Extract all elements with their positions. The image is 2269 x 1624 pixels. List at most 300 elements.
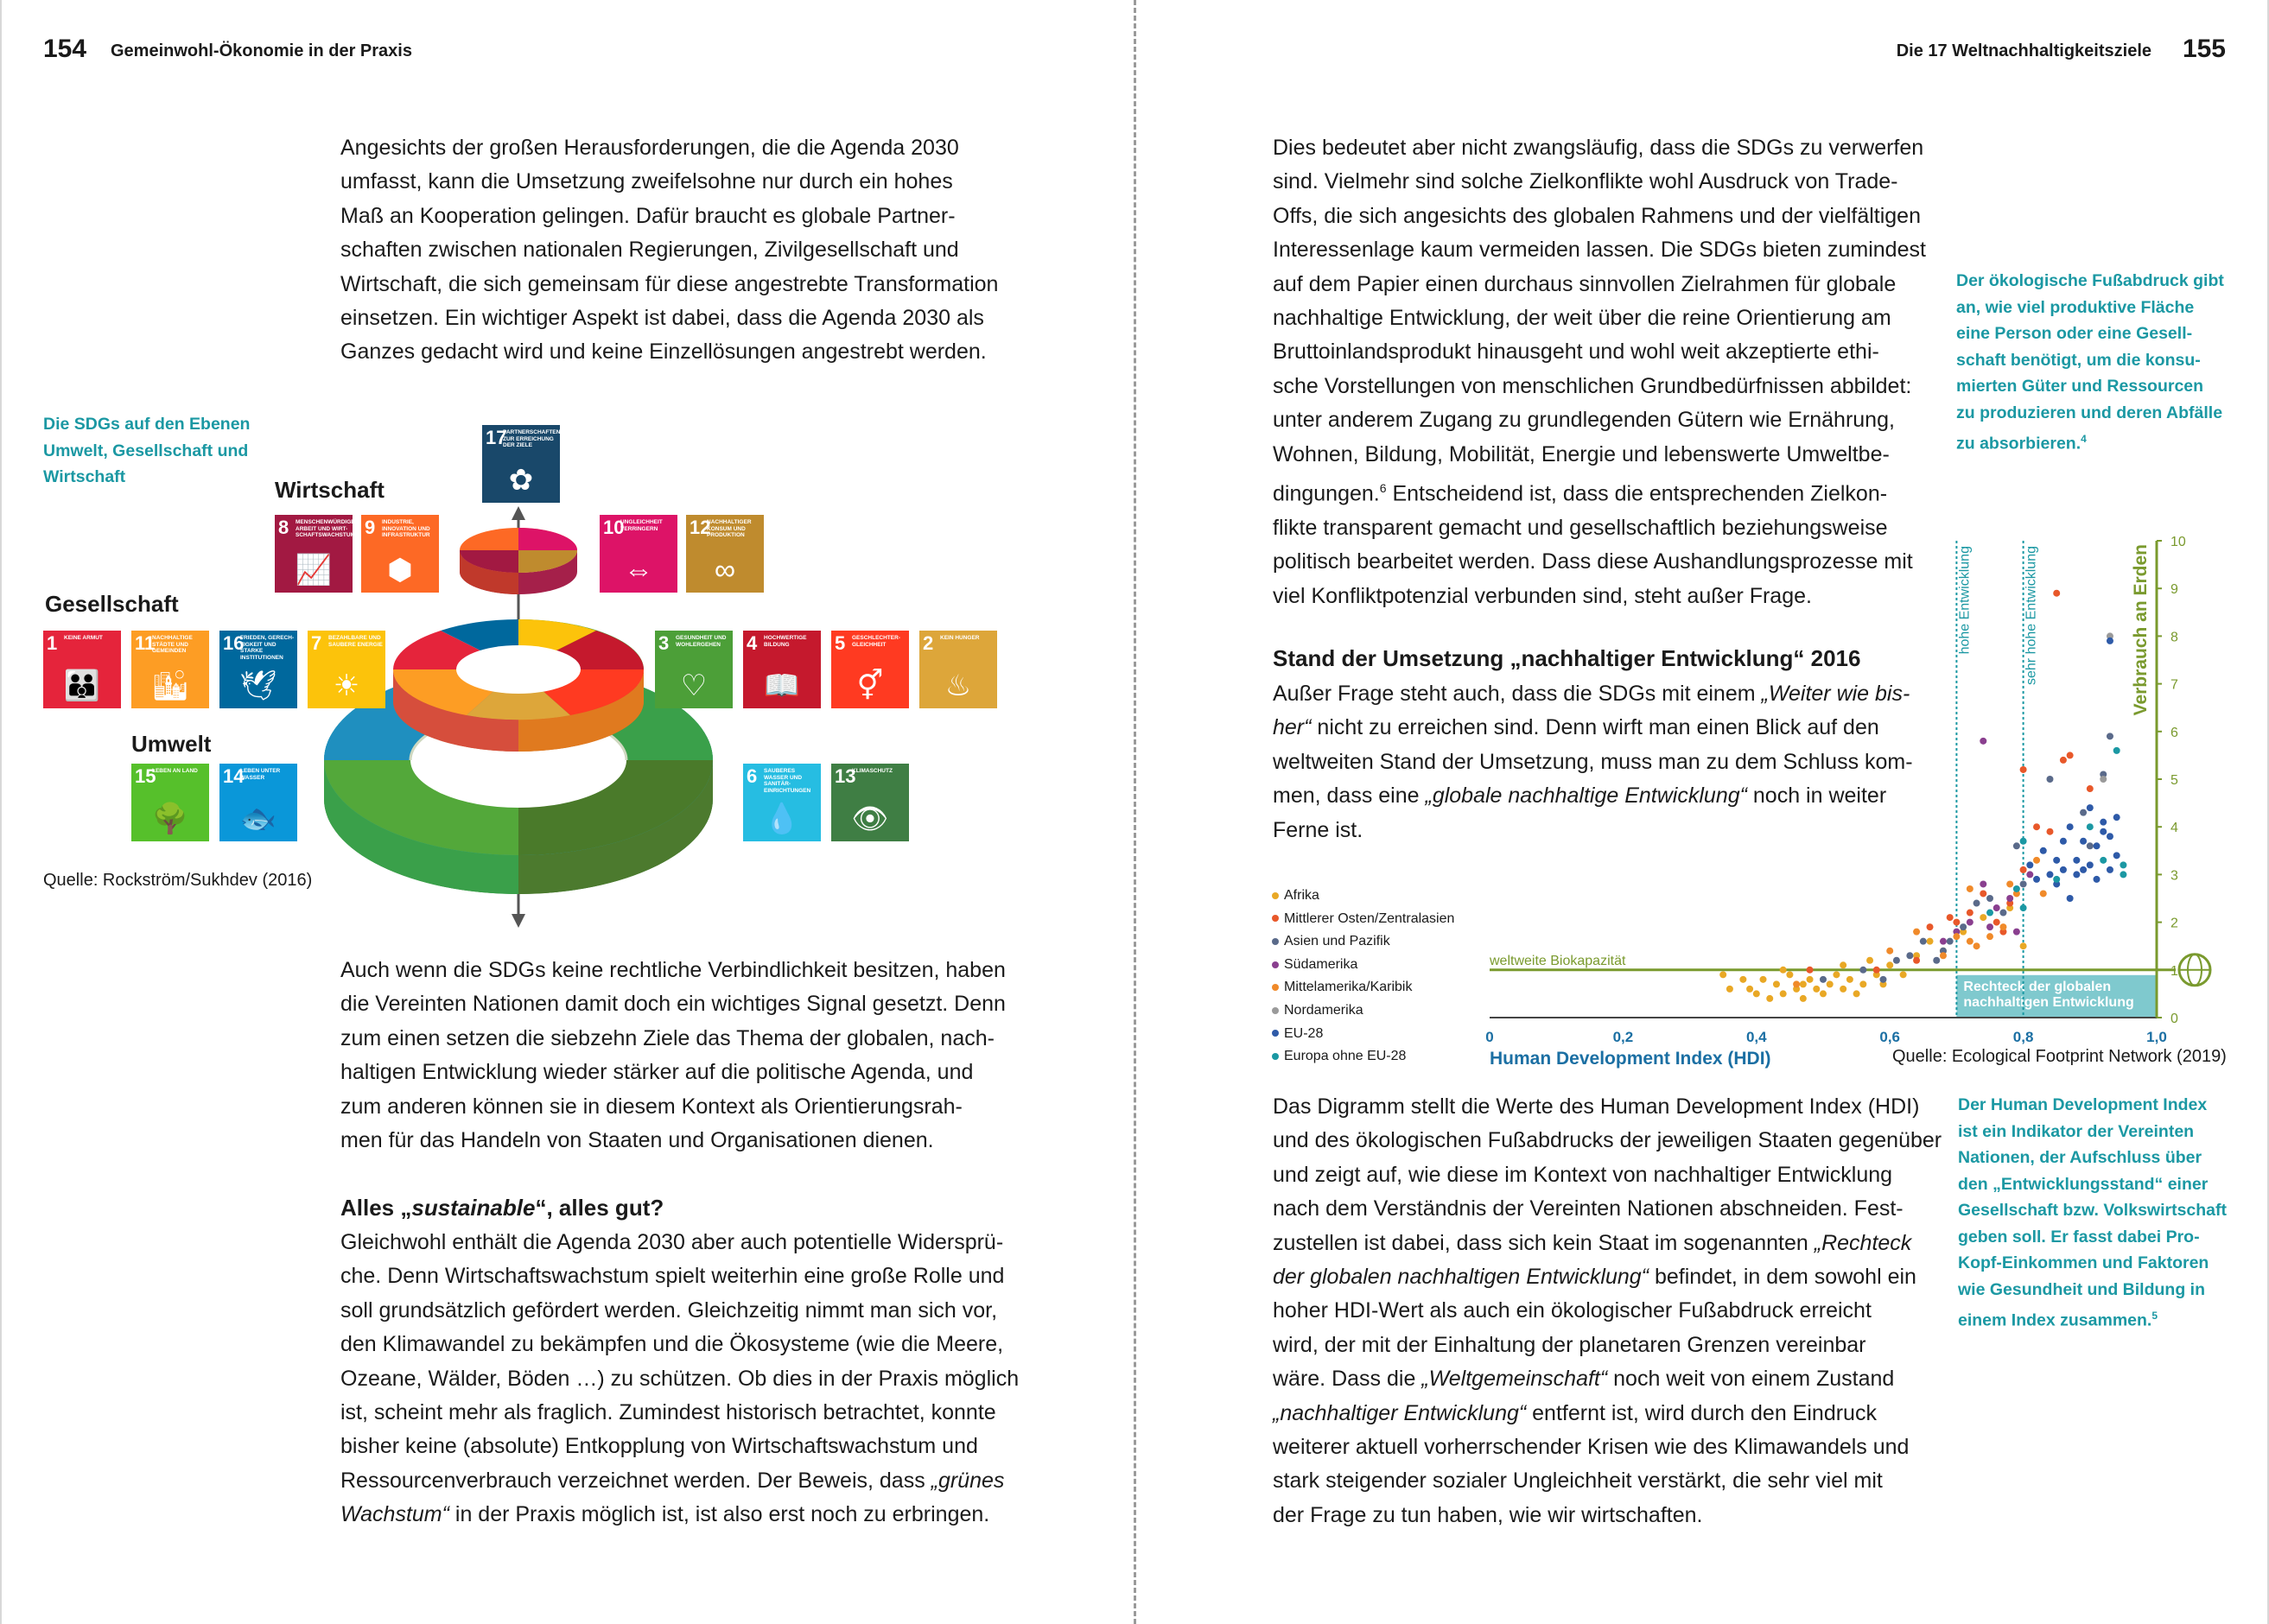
sdg-tile-13 (831, 764, 909, 841)
side-note-line: Gesellschaft bzw. Volkswirtschaft (1958, 1201, 2228, 1220)
text-line (1273, 1227, 1942, 1260)
data-point (2107, 833, 2113, 840)
side-note-line: ist ein Indikator der Vereinten (1958, 1121, 2195, 1141)
economy-disk (460, 528, 577, 594)
data-point (2033, 876, 2040, 883)
data-point (2040, 847, 2047, 854)
sdg-number: 7 (311, 632, 322, 654)
sdg-title: GESCHLECHTER-GLEICHHEIT (852, 635, 900, 648)
data-point (2053, 876, 2060, 883)
data-point (2107, 638, 2113, 644)
data-point (1813, 986, 1820, 993)
sdg-tile-3 (655, 631, 733, 708)
data-point (1773, 980, 1780, 987)
sdg-number: 1 (47, 632, 58, 654)
y-tick-label: 7 (2170, 677, 2178, 693)
data-point (1999, 910, 2006, 917)
legend-item (1272, 976, 1454, 999)
sdg-title: FRIEDEN, GERECH-TIGKEIT UND STARKE INSTITUTIONEN (240, 635, 295, 661)
footnote-ref: 4 (2081, 433, 2087, 445)
data-point (2067, 752, 2074, 758)
data-point (1840, 961, 1846, 968)
data-point (1800, 980, 1807, 987)
sdg-tile-5 (831, 631, 909, 708)
sdg-tile-8 (275, 515, 353, 593)
text-line: Ganzes gedacht wird und keine Einzellösungen angestrebt werden. (340, 339, 987, 365)
side-note-line: den „Entwicklungsstand“ einer (1958, 1174, 2209, 1194)
level-label-society: Gesellschaft (45, 591, 179, 617)
text-line (1273, 1260, 1942, 1294)
text-line (1273, 1362, 1942, 1396)
data-point (1726, 986, 1733, 993)
data-point (1719, 971, 1726, 978)
sdg-tile-4 (743, 631, 821, 708)
text-run: Außer Frage steht auch, dass die SDGs mit einem (1273, 682, 1762, 706)
y-tick-label: 3 (2170, 868, 2178, 884)
side-note-line: zu produzieren und deren Abfälle (1956, 403, 2223, 422)
sdg-number: 10 (603, 517, 625, 538)
sdg-title: LEBEN AN LAND (152, 768, 198, 774)
sdg-title: PARTNERSCHAFTEN ZUR ERREICHUNG DER ZIELE (503, 429, 561, 448)
side-note-line: Kopf-Einkommen und Faktoren (1958, 1253, 2209, 1272)
data-point (1846, 976, 1853, 983)
sdg-title: KEINE ARMUT (64, 635, 103, 641)
data-point (1980, 914, 1986, 921)
sdg-number: 6 (747, 765, 758, 787)
side-note-footprint (1956, 268, 2224, 457)
sdg-tile-9 (361, 515, 439, 593)
hdi-footprint-scatter-chart (1469, 518, 2229, 1071)
book-icon: 📖 (763, 669, 801, 702)
section-heading-status: Stand der Umsetzung „nachhaltiger Entwicklung“ 2016 (1273, 645, 1861, 671)
text-run: Ressourcenverbrauch verzeichnet werden. Der Beweis, dass (340, 1468, 931, 1493)
text-emphasis: der globalen nachhaltigen Entwicklung“ (1273, 1265, 1649, 1290)
text-emphasis: Wachstum“ (340, 1502, 449, 1527)
side-note-line: eine Person oder eine Gesell- (1956, 324, 2193, 343)
data-point (1920, 938, 1927, 945)
left-page-edge (0, 0, 2, 1624)
data-point (1886, 948, 1893, 955)
text-line (340, 1498, 1019, 1532)
data-point (1973, 900, 1980, 907)
y-tick-label: 9 (2170, 582, 2178, 598)
sdg-number: 8 (278, 517, 289, 538)
sdg-number: 14 (223, 765, 245, 787)
data-point (1927, 923, 1934, 930)
text-line: zum anderen können sie in diesem Kontext als Orientierungsrah- (340, 1094, 963, 1119)
text-line: che. Denn Wirtschaftswachstum spielt weiterhin eine große Rolle und (340, 1264, 1005, 1289)
y-tick-label: 0 (2170, 1012, 2178, 1026)
sdg-title: GESUNDHEIT UND WOHLERGEHEN (676, 635, 727, 648)
text-line: Ozeane, Wälder, Böden …) zu schützen. Ob dies in der Praxis möglich (340, 1366, 1020, 1391)
data-point (1947, 914, 1954, 921)
y-tick-label: 10 (2170, 535, 2186, 549)
data-point (1940, 938, 1947, 945)
text-line: Das Digramm stellt die Werte des Human Development Index (HDI) (1273, 1094, 1920, 1119)
chart-source: Quelle: Ecological Footprint Network (2019) (1892, 1047, 2227, 1066)
left-paragraph-2 (340, 954, 1006, 1158)
data-point (1886, 961, 1893, 968)
text-line: weltweiten Stand der Umsetzung, muss man zu dem Schluss kom- (1273, 749, 1913, 774)
y-tick-label: 6 (2170, 725, 2178, 740)
data-point (1960, 923, 1967, 930)
tree-icon: 🌳 (151, 802, 189, 835)
text-line: men für das Handeln von Staaten und Organisationen dienen. (340, 1128, 934, 1153)
running-head-right: Die 17 Weltnachhaltigkeitsziele (1896, 41, 2151, 60)
text-line: Auch wenn die SDGs keine rechtliche Verbindlichkeit besitzen, haben (340, 958, 1006, 982)
data-point (2046, 776, 2053, 783)
data-point (2100, 828, 2107, 835)
sdg-tile-2 (919, 631, 997, 708)
text-line: nachhaltige Entwicklung, der weit über die reine Orientierung am (1273, 306, 1891, 331)
data-point (1780, 967, 1787, 974)
left-paragraph-1 (340, 131, 998, 370)
data-point (1820, 976, 1827, 983)
data-point (2060, 838, 2067, 845)
y-axis-title: Verbrauch an Erden (2131, 544, 2151, 716)
sdg-title: HOCHWERTIGE BILDUNG (764, 635, 807, 648)
text-line: wird, der mit der Einhaltung der planetaren Grenzen vereinbar (1273, 1332, 1866, 1357)
side-note-line: wie Gesundheit und Bildung in (1958, 1279, 2205, 1299)
legend-marker (1272, 915, 1279, 922)
text-line: Ferne ist. (1273, 817, 1363, 842)
text-line: Interessenlage kaum vermeiden lassen. Die SDGs bieten zumindest (1273, 238, 1926, 263)
data-point (1833, 971, 1840, 978)
sdg-title: BEZAHLBARE UND SAUBERE ENERGIE (328, 635, 383, 648)
right-paragraph-3 (1273, 1090, 1942, 1532)
text-emphasis: her“ (1273, 715, 1312, 740)
text-line: politisch bearbeitet werden. Dass diese Aushandlungsprozesse mit (1273, 549, 1913, 574)
footnote-ref: 5 (2151, 1310, 2158, 1322)
side-note-line: geben soll. Er fasst dabei Pro- (1958, 1227, 2200, 1247)
sdg-title: KEIN HUNGER (940, 635, 980, 641)
sdg-number: 15 (135, 765, 156, 787)
level-label-economy: Wirtschaft (275, 477, 385, 503)
data-point (2033, 823, 2040, 830)
text-line (1273, 1397, 1942, 1431)
text-run: noch weit von einem Zustand (1607, 1367, 1895, 1392)
data-point (2060, 757, 2067, 764)
side-note-line: Der Human Development Index (1958, 1095, 2208, 1114)
dove-icon: 🕊 (239, 669, 277, 702)
data-point (2107, 866, 2113, 873)
data-point (2060, 866, 2067, 873)
text-line: soll grundsätzlich gefördert werden. Gleichzeitig nimmt man sich vor, (340, 1297, 998, 1323)
data-point (2053, 590, 2060, 597)
data-point (2080, 838, 2087, 845)
sdg-number: 16 (223, 632, 245, 654)
text-emphasis: „Weltgemeinschaft“ (1421, 1367, 1608, 1392)
text-line: Maß an Kooperation gelingen. Dafür braucht es globale Partner- (340, 203, 956, 228)
very-high-development-label: sehr hohe Entwicklung (2024, 546, 2039, 685)
sdg-number: 13 (835, 765, 856, 787)
data-point (1967, 938, 1973, 945)
side-note-line (1956, 426, 2224, 457)
data-point (1820, 990, 1827, 997)
data-point (2087, 804, 2094, 811)
legend-marker (1272, 1007, 1279, 1014)
sdg-title: INDUSTRIE, INNOVATION UND INFRASTRUKTUR (382, 519, 430, 538)
footnote-ref: 6 (1379, 481, 1387, 496)
arrow-down-icon (512, 914, 525, 928)
side-note-line: schaft benötigt, um die konsu- (1956, 350, 2201, 370)
data-point (1900, 971, 1907, 978)
legend-label: Mittelamerika/Karibik (1284, 980, 1413, 995)
data-point (1993, 919, 2000, 926)
data-point (2067, 895, 2074, 902)
text-line: Gleichwohl enthält die Agenda 2030 aber auch potentielle Widersprü- (340, 1230, 1004, 1254)
data-point (2073, 857, 2080, 864)
x-tick-label: 0,4 (1745, 1029, 1767, 1045)
data-point (1786, 971, 1793, 978)
family-icon: 👪 (63, 669, 101, 702)
text-line: nach dem Verständnis der Vereinten Nationen abschneiden. Fest- (1273, 1196, 1904, 1221)
data-point (1780, 990, 1787, 997)
text-run: Entscheidend ist, dass die entsprechenden Zielkon- (1386, 481, 1888, 506)
data-point (1807, 967, 1814, 974)
data-point (2020, 880, 2027, 887)
data-point (2113, 747, 2120, 754)
side-note-line (1958, 1303, 2227, 1334)
data-point (2080, 866, 2087, 873)
legend-marker (1272, 892, 1279, 899)
data-point (1840, 986, 1846, 993)
text-line: unter anderem Zugang zu grundlegenden Gütern wie Ernährung, (1273, 408, 1895, 433)
text-line (1273, 472, 1926, 511)
x-tick-label: 0,6 (1879, 1029, 1901, 1045)
legend-item (1272, 999, 1454, 1023)
data-point (2020, 766, 2027, 773)
sdg-number: 3 (658, 632, 670, 654)
sdg-tile-17 (482, 425, 560, 503)
data-point (1986, 923, 1993, 930)
y-tick-label: 2 (2170, 916, 2178, 931)
legend-marker (1272, 961, 1279, 968)
side-note-hdi (1958, 1092, 2227, 1334)
text-line: und des ökologischen Fußabdrucks der jeweiligen Staaten gegenüber (1273, 1128, 1942, 1153)
y-tick-label: 5 (2170, 773, 2178, 788)
text-line: den Klimawandel zu bekämpfen und die Ökosysteme (wie die Meere, (340, 1332, 1004, 1357)
rectangle-label: nachhaltigen Entwicklung (1963, 994, 2134, 1010)
data-point (2120, 861, 2126, 868)
sdg-tile-7 (308, 631, 385, 708)
legend-marker (1272, 984, 1279, 991)
y-tick-label: 1 (2170, 963, 2178, 979)
data-point (2046, 871, 2053, 878)
data-point (2006, 880, 2013, 887)
data-point (1853, 990, 1860, 997)
growth-chart-icon: 📈 (295, 554, 333, 587)
data-point (1906, 952, 1913, 959)
gender-icon: ⚥ (856, 669, 884, 702)
sdg-title: SAUBERES WASSER UND SANITÄR-EINRICHTUNGEN (764, 768, 811, 794)
sdg-title: NACHHALTIGER KONSUM UND PRODUKTION (707, 519, 752, 538)
data-point (1827, 980, 1834, 987)
text-line: die Vereinten Nationen damit doch ein wichtiges Signal gesetzt. Denn (340, 992, 1006, 1017)
sdg-title: MENSCHENWÜRDIGE ARBEIT UND WIRT-SCHAFTSWACHSTUM (296, 519, 355, 538)
data-point (1866, 957, 1873, 964)
sdg-tile-15 (131, 764, 209, 841)
data-point (2087, 823, 2094, 830)
text-line: einsetzen. Ein wichtiger Aspekt ist dabei, dass die Agenda 2030 als (340, 306, 984, 331)
x-axis-title: Human Development Index (HDI) (1490, 1049, 1771, 1069)
x-tick-label: 0,2 (1612, 1029, 1634, 1045)
text-line: flikte transparent gemacht und gesellschaftlich beziehungsweise (1273, 515, 1888, 540)
text-line: Wirtschaft, die sich gemeinsam für diese angestrebte Transformation (340, 271, 999, 296)
equality-icon: ⇔ (624, 554, 653, 587)
data-point (2113, 814, 2120, 821)
text-line: umfasst, kann die Umsetzung zweifelsohne nur durch ein hohes (340, 169, 953, 194)
data-point (1986, 933, 1993, 940)
sdg-title: KLIMASCHUTZ (852, 768, 893, 774)
text-line: bisher keine (absolute) Entkopplung von Wirtschaftswachstum und (340, 1434, 978, 1459)
side-note-line: Nationen, der Aufschluss über (1958, 1148, 2202, 1167)
running-head-left: Gemeinwohl-Ökonomie in der Praxis (111, 41, 412, 60)
text-run: noch in weiter (1746, 783, 1887, 809)
section-heading-sustainable (340, 1195, 664, 1221)
text-run: zustellen ist dabei, dass sich kein Staat im sogenannten (1273, 1230, 1815, 1255)
data-point (1980, 890, 1986, 897)
text-run: in der Praxis möglich ist, ist also erst noch zu erbringen. (448, 1502, 990, 1527)
data-point (1973, 942, 1980, 949)
sdg-tile-6 (743, 764, 821, 841)
data-point (1993, 904, 2000, 911)
text-line: auf dem Papier einen durchaus sinnvollen Zielrahmen für globale (1273, 271, 1897, 296)
legend-marker (1272, 1030, 1279, 1037)
text-line: weiterer aktuell vorherrschender Krisen wie des Klimawandels und (1273, 1435, 1910, 1460)
text-emphasis: „grünes (931, 1468, 1005, 1493)
text-emphasis: „nachhaltiger Entwicklung“ (1273, 1400, 1527, 1425)
cubes-icon: ⬢ (387, 554, 413, 587)
side-note-text: zu absorbieren. (1956, 434, 2082, 454)
data-point (1980, 880, 1986, 887)
y-tick-label: 4 (2170, 821, 2178, 836)
legend-marker (1272, 1053, 1279, 1060)
sun-icon: ☀ (333, 669, 360, 702)
text-line: sche Vorstellungen von menschlichen Grundbedürfnissen abbildet: (1273, 373, 1912, 398)
data-point (1986, 895, 1993, 902)
legend-label: Mittlerer Osten/Zentralasien (1284, 910, 1455, 926)
text-run: befindet, in dem sowohl ein (1649, 1265, 1916, 1290)
legend-item (1272, 1045, 1454, 1069)
chart-legend (1272, 885, 1454, 1069)
text-run: wäre. Dass die (1273, 1367, 1422, 1392)
data-point (2020, 838, 2027, 845)
infinity-icon: ∞ (714, 554, 736, 587)
data-point (1940, 952, 1947, 959)
text-line: Offs, die sich angesichts des globalen Rahmens und der vielfältigen (1273, 203, 1921, 228)
legend-item (1272, 1023, 1454, 1046)
data-point (2046, 828, 2053, 835)
sdg-tile-10 (600, 515, 677, 593)
sdg-number: 5 (835, 632, 846, 654)
data-point (2013, 842, 2020, 849)
text-line: zum einen setzen die siebzehn Ziele das Thema der globalen, nach- (340, 1025, 995, 1050)
side-note-sdg-levels (43, 411, 250, 491)
legend-label: Asien und Pazifik (1284, 934, 1390, 949)
data-point (1953, 933, 1960, 940)
water-glass-icon: 💧 (763, 802, 801, 835)
biocapacity-label: weltweite Biokapazität (1490, 953, 1626, 968)
data-point (2120, 871, 2126, 878)
sdg-tile-16 (219, 631, 297, 708)
data-point (2040, 890, 2047, 897)
data-point (2087, 842, 2094, 849)
side-note-line: mierten Güter und Ressourcen (1956, 377, 2204, 396)
data-point (1933, 957, 1940, 964)
data-point (1766, 995, 1773, 1002)
x-tick-label: 0,8 (2012, 1029, 2034, 1045)
data-point (1879, 976, 1886, 983)
text-line: viel Konfliktpotenzial verbunden sind, steht außer Frage. (1273, 583, 1812, 608)
side-note-line: Umwelt, Gesellschaft und (43, 441, 249, 460)
city-icon: 🏙 (151, 669, 189, 702)
data-point (1746, 986, 1753, 993)
fish-icon: 🐟 (239, 802, 277, 835)
data-point (1947, 938, 1954, 945)
data-point (2020, 866, 2027, 873)
data-point (1807, 976, 1814, 983)
eye-globe-icon: 👁 (851, 802, 889, 835)
side-note-line: Wirtschaft (43, 467, 126, 486)
data-point (2013, 929, 2020, 936)
text-line: hoher HDI-Wert als auch ein ökologischer Fußabdruck erreicht (1273, 1298, 1872, 1323)
text-line: Dies bedeutet aber nicht zwangsläufig, dass die SDGs zu verwerfen (1273, 136, 1924, 160)
legend-item (1272, 930, 1454, 954)
data-point (2094, 876, 2101, 883)
legend-label: EU-28 (1284, 1025, 1324, 1041)
text-line: stark steigender sozialer Ungleichheit verstärkt, die sehr viel mit (1273, 1469, 1883, 1494)
text-line: sind. Vielmehr sind solche Zielkonflikte wohl Ausdruck von Trade- (1273, 169, 1898, 194)
legend-label: Südamerika (1284, 956, 1358, 972)
text-line: Angesichts der großen Herausforderungen, die die Agenda 2030 (340, 136, 959, 160)
heading-emphasis: sustainable (411, 1195, 536, 1221)
data-point (1967, 885, 1973, 892)
text-emphasis: „globale nachhaltige Entwicklung“ (1425, 783, 1747, 809)
society-ring (393, 619, 644, 752)
data-point (1999, 923, 2006, 930)
data-point (2073, 871, 2080, 878)
text-emphasis: „Rechteck (1814, 1230, 1912, 1255)
data-point (1800, 995, 1807, 1002)
sdg-number: 9 (365, 517, 376, 538)
bowl-icon: ♨ (944, 669, 972, 702)
rectangle-label: Rechteck der globalen (1963, 979, 2112, 994)
data-point (2020, 904, 2027, 911)
data-point (1893, 957, 1900, 964)
page-number-left: 154 (43, 35, 87, 63)
sdg-tile-1 (43, 631, 121, 708)
data-point (2020, 942, 2027, 949)
text-line: haltigen Entwicklung wieder stärker auf die politische Agenda, und (340, 1060, 974, 1085)
sdg-number: 12 (690, 517, 711, 538)
legend-item (1272, 885, 1454, 908)
data-point (1927, 938, 1934, 945)
left-paragraph-3 (340, 1226, 1019, 1532)
data-point (2087, 861, 2094, 868)
data-point (1739, 976, 1746, 983)
side-note-line: Der ökologische Fußabdruck gibt (1956, 271, 2224, 290)
data-point (1873, 967, 1880, 974)
y-tick-label: 8 (2170, 630, 2178, 645)
data-point (1913, 957, 1920, 964)
data-point (2080, 809, 2087, 816)
sdg-title: UNGLEICHHEIT VERRINGERN (620, 519, 663, 532)
sdg-number: 4 (747, 632, 758, 654)
sdg-number: 2 (923, 632, 934, 654)
text-run: entfernt ist, wird durch den Eindruck (1526, 1400, 1877, 1425)
data-point (2094, 842, 2101, 849)
